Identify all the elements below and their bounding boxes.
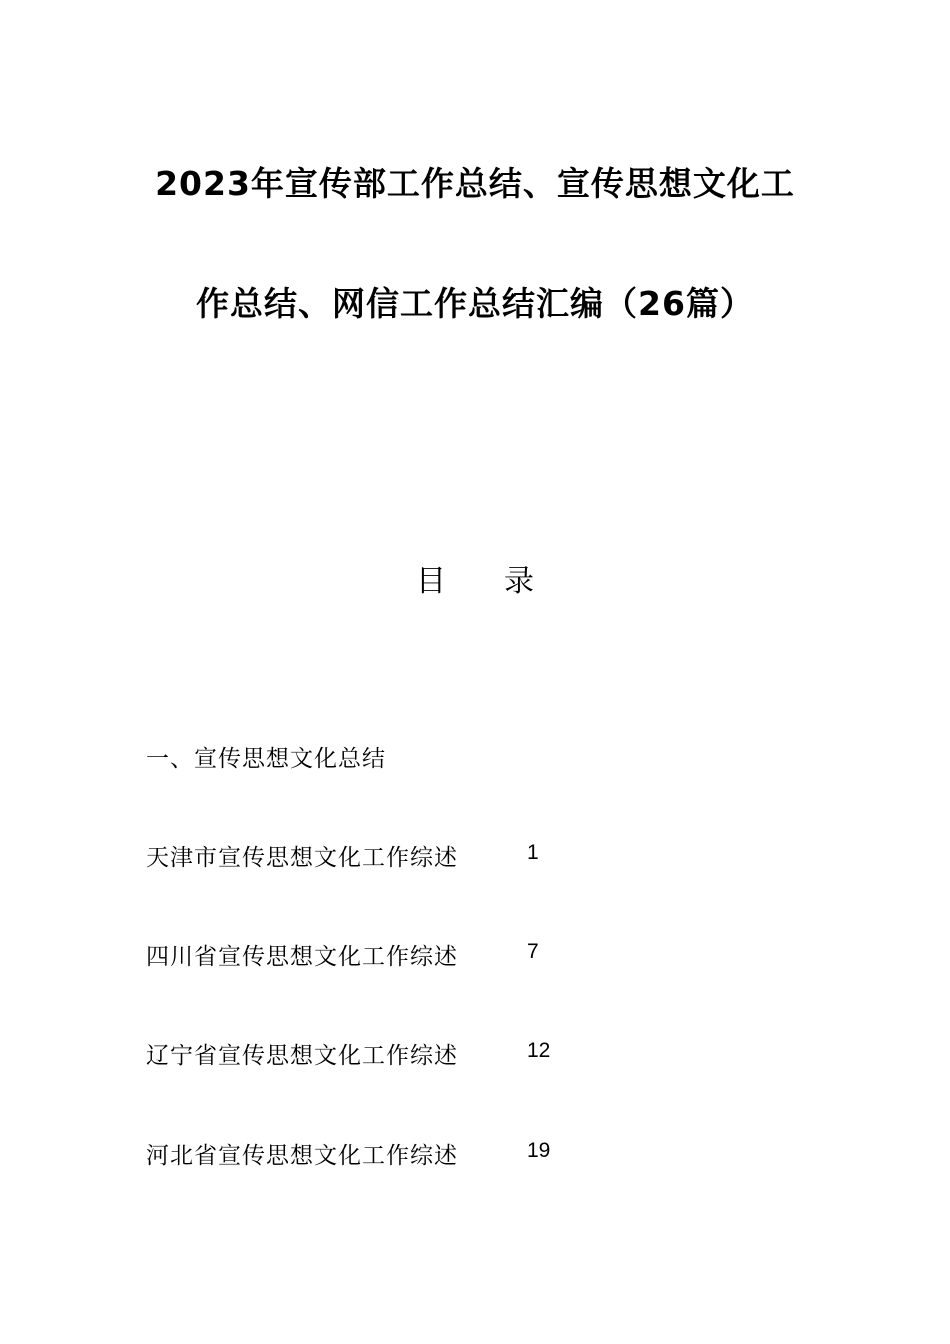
toc-entry[interactable] (146, 1037, 806, 1071)
toc-entry-page-number: 1 (527, 841, 539, 864)
toc-entry[interactable] (146, 938, 806, 972)
toc-entry-page-number: 7 (527, 940, 539, 963)
toc-heading (0, 556, 950, 600)
toc-entry-title: 辽宁省宣传思想文化工作综述 (146, 1043, 458, 1069)
toc-entry-title: 河北省宣传思想文化工作综述 (146, 1143, 458, 1169)
toc-entry[interactable] (146, 839, 806, 873)
toc-entry-title: 天津市宣传思想文化工作综述 (146, 845, 458, 871)
toc-heading-char-1: 目 (416, 564, 446, 599)
toc-entry-page-number: 19 (527, 1139, 551, 1162)
toc-section-heading: 一、宣传思想文化总结 (146, 746, 386, 772)
toc-entry[interactable] (146, 1137, 806, 1171)
document-title-line-2: 作总结、网信工作总结汇编（26篇） (196, 284, 754, 323)
document-title-line-1: 2023年宣传部工作总结、宣传思想文化工 (155, 164, 795, 203)
toc-entry-page-number: 12 (527, 1039, 551, 1062)
toc-heading-char-2: 录 (504, 564, 534, 599)
toc-entry-title: 四川省宣传思想文化工作综述 (146, 944, 458, 970)
